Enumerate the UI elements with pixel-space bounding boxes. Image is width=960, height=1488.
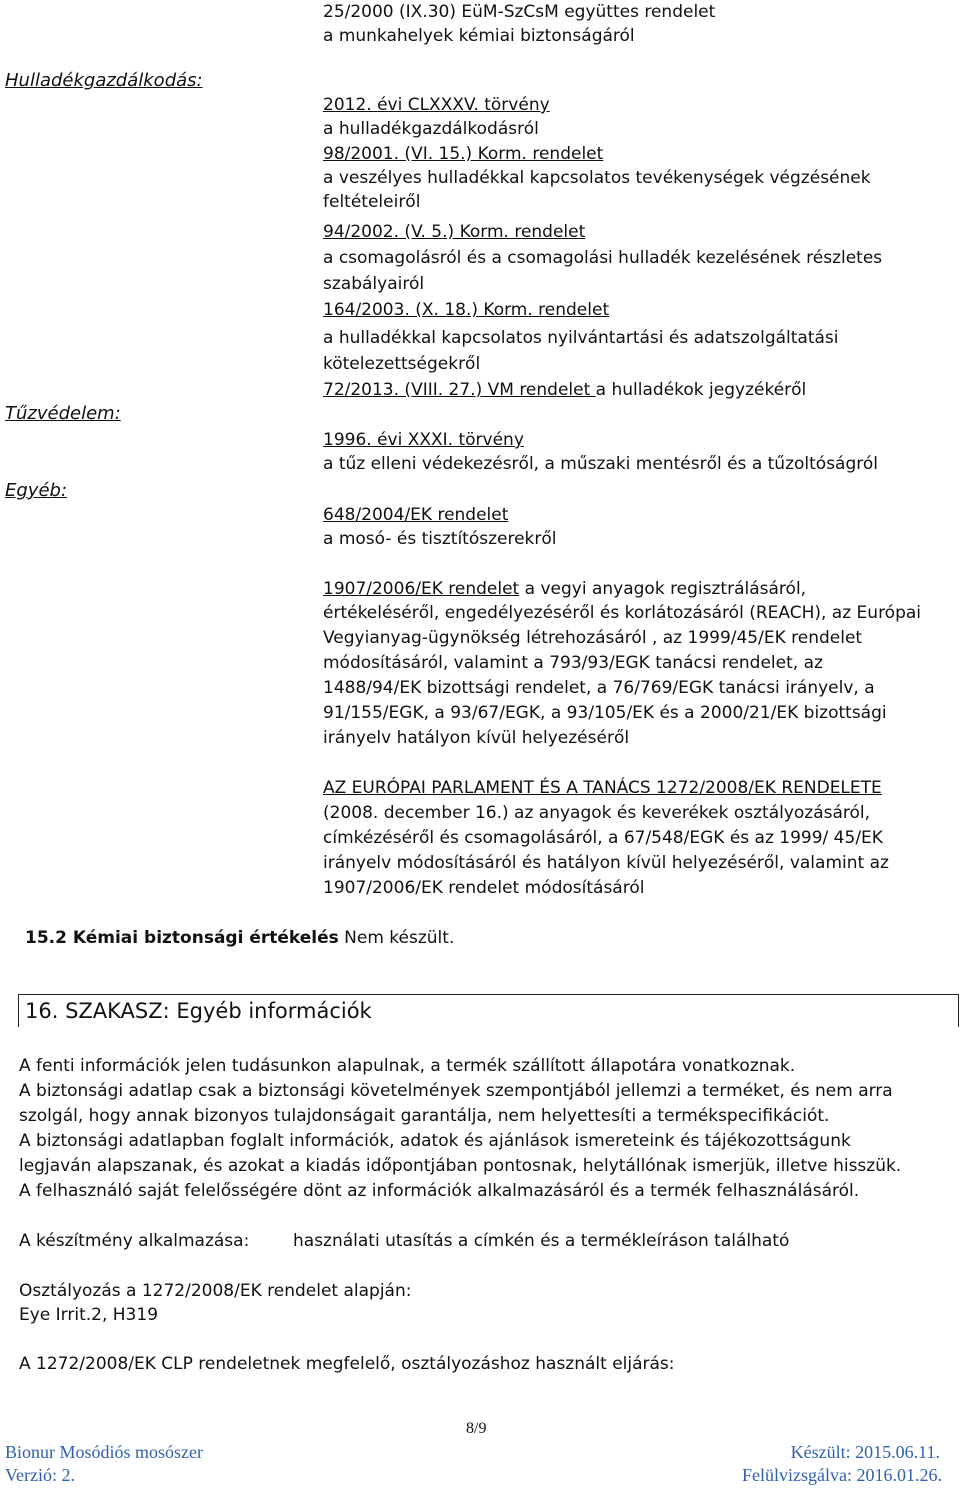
clp-desc-2: címkézéséről és csomagolásáról, a 67/548/EGK és az 1999/ 45/EK xyxy=(323,828,883,848)
clp-ref: AZ EURÓPAI PARLAMENT ÉS A TANÁCS 1272/2008/EK RENDELETE xyxy=(323,778,882,798)
section-16-p2a: A biztonsági adatlap csak a biztonsági követelmények szempontjából jellemzi a terméket, és nem arra xyxy=(19,1081,893,1101)
chemical-safety-label: 15.2 Kémiai biztonsági értékelés xyxy=(25,928,339,948)
reach-desc-4: módosításáról, valamint a 793/93/EGK tanácsi rendelet, az xyxy=(323,653,823,673)
packaging-desc-2: szabályairól xyxy=(323,274,425,294)
reach-desc-1: a vegyi anyagok regisztrálásáról, xyxy=(519,579,807,599)
hazardous-waste-desc-1: a veszélyes hulladékkal kapcsolatos tevékenységek végzésének xyxy=(323,168,871,188)
chemical-safety-value: Nem készült. xyxy=(338,928,455,948)
section-16-p3b: legjaván alapszanak, és azokat a kiadás időpontjában pontosnak, helytállónak ismerjük, illetve hisszük. xyxy=(19,1156,902,1176)
fire-law-desc: a tűz elleni védekezésről, a műszaki mentésről és a tűzoltóságról xyxy=(323,454,878,474)
waste-management-label: Hulladékgazdálkodás: xyxy=(5,70,203,91)
footer-reviewed-date: Felülvizsgálva: 2016.01.26. xyxy=(742,1465,942,1485)
waste-law-ref: 2012. évi CLXXXV. törvény xyxy=(323,95,550,115)
reach-desc-6: 91/155/EGK, a 93/67/EGK, a 93/105/EK és a 2000/21/EK bizottsági xyxy=(323,703,887,723)
reach-ref: 1907/2006/EK rendelet xyxy=(323,579,520,599)
footer-created-date: Készült: 2015.06.11. xyxy=(790,1442,940,1462)
packaging-ref: 94/2002. (V. 5.) Korm. rendelet xyxy=(323,222,586,242)
footer-version: Verzió: 2. xyxy=(5,1465,75,1485)
usage-label: A készítmény alkalmazása: xyxy=(19,1231,250,1251)
reach-line-1 xyxy=(323,577,806,601)
reach-desc-5: 1488/94/EK bizottsági rendelet, a 76/769/EGK tanácsi irányelv, a xyxy=(323,678,875,698)
clp-desc-4: 1907/2006/EK rendelet módosításáról xyxy=(323,878,645,898)
reach-desc-3: Vegyianyag-ügynökség létrehozásáról , az 1999/45/EK rendelet xyxy=(323,628,863,648)
chemical-safety-assessment xyxy=(25,926,454,950)
waste-law-desc: a hulladékgazdálkodásról xyxy=(323,119,539,139)
section-16-title: 16. SZAKASZ: Egyéb információk xyxy=(25,999,372,1023)
top-regulation-desc: a munkahelyek kémiai biztonságáról xyxy=(323,26,635,46)
footer-product-name: Bionur Mosódiós mosószer xyxy=(5,1442,203,1462)
waste-records-desc-1: a hulladékkal kapcsolatos nyilvántartási és adatszolgáltatási xyxy=(323,328,839,348)
clp-desc-3: irányelv módosításáról és hatályon kívül helyezéséről, valamint az xyxy=(323,853,889,873)
hazardous-waste-desc-2: feltételeiről xyxy=(323,192,421,212)
section-16-p3a: A biztonsági adatlapban foglalt információk, adatok és ajánlások ismereteink és tájékozottságunk xyxy=(19,1131,851,1151)
other-label: Egyéb: xyxy=(5,480,68,501)
packaging-desc-1: a csomagolásról és a csomagolási hulladék kezelésének részletes xyxy=(323,248,883,268)
page-number: 8/9 xyxy=(466,1420,487,1437)
classification-label: Osztályozás a 1272/2008/EK rendelet alapján: xyxy=(19,1281,412,1301)
reach-desc-2: értékeléséről, engedélyezéséről és korlátozásáról (REACH), az Európai xyxy=(323,603,922,623)
waste-list-ref: 72/2013. (VIII. 27.) VM rendelet xyxy=(323,380,596,400)
waste-list-line xyxy=(323,378,806,402)
usage-value: használati utasítás a címkén és a termékleíráson található xyxy=(293,1231,790,1251)
waste-list-desc: a hulladékok jegyzékéről xyxy=(595,380,807,400)
section-16-p4: A felhasználó saját felelősségére dönt az információk alkalmazásáról és a termék felhasználásáról. xyxy=(19,1181,860,1201)
clp-procedure-text: A 1272/2008/EK CLP rendeletnek megfelelő, osztályozáshoz használt eljárás: xyxy=(19,1354,675,1374)
fire-protection-label: Tűzvédelem: xyxy=(5,403,121,424)
hazardous-waste-ref: 98/2001. (VI. 15.) Korm. rendelet xyxy=(323,144,604,164)
waste-records-desc-2: kötelezettségekről xyxy=(323,354,481,374)
section-16-p1: A fenti információk jelen tudásunkon alapulnak, a termék szállított állapotára vonatkoznak. xyxy=(19,1056,796,1076)
waste-records-ref: 164/2003. (X. 18.) Korm. rendelet xyxy=(323,300,610,320)
section-16-p2b: szolgál, hogy annak bizonyos tulajdonságait garantálja, nem helyettesíti a termékspecifikációt. xyxy=(19,1106,830,1126)
fire-law-ref: 1996. évi XXXI. törvény xyxy=(323,430,524,450)
classification-value: Eye Irrit.2, H319 xyxy=(19,1305,159,1325)
clp-desc-1: (2008. december 16.) az anyagok és keverékek osztályozásáról, xyxy=(323,803,871,823)
detergent-reg-desc: a mosó- és tisztítószerekről xyxy=(323,529,557,549)
top-regulation-ref: 25/2000 (IX.30) EüM-SzCsM együttes rendelet xyxy=(323,2,716,22)
reach-desc-7: irányelv hatályon kívül helyezéséről xyxy=(323,728,630,748)
detergent-reg-ref: 648/2004/EK rendelet xyxy=(323,505,509,525)
